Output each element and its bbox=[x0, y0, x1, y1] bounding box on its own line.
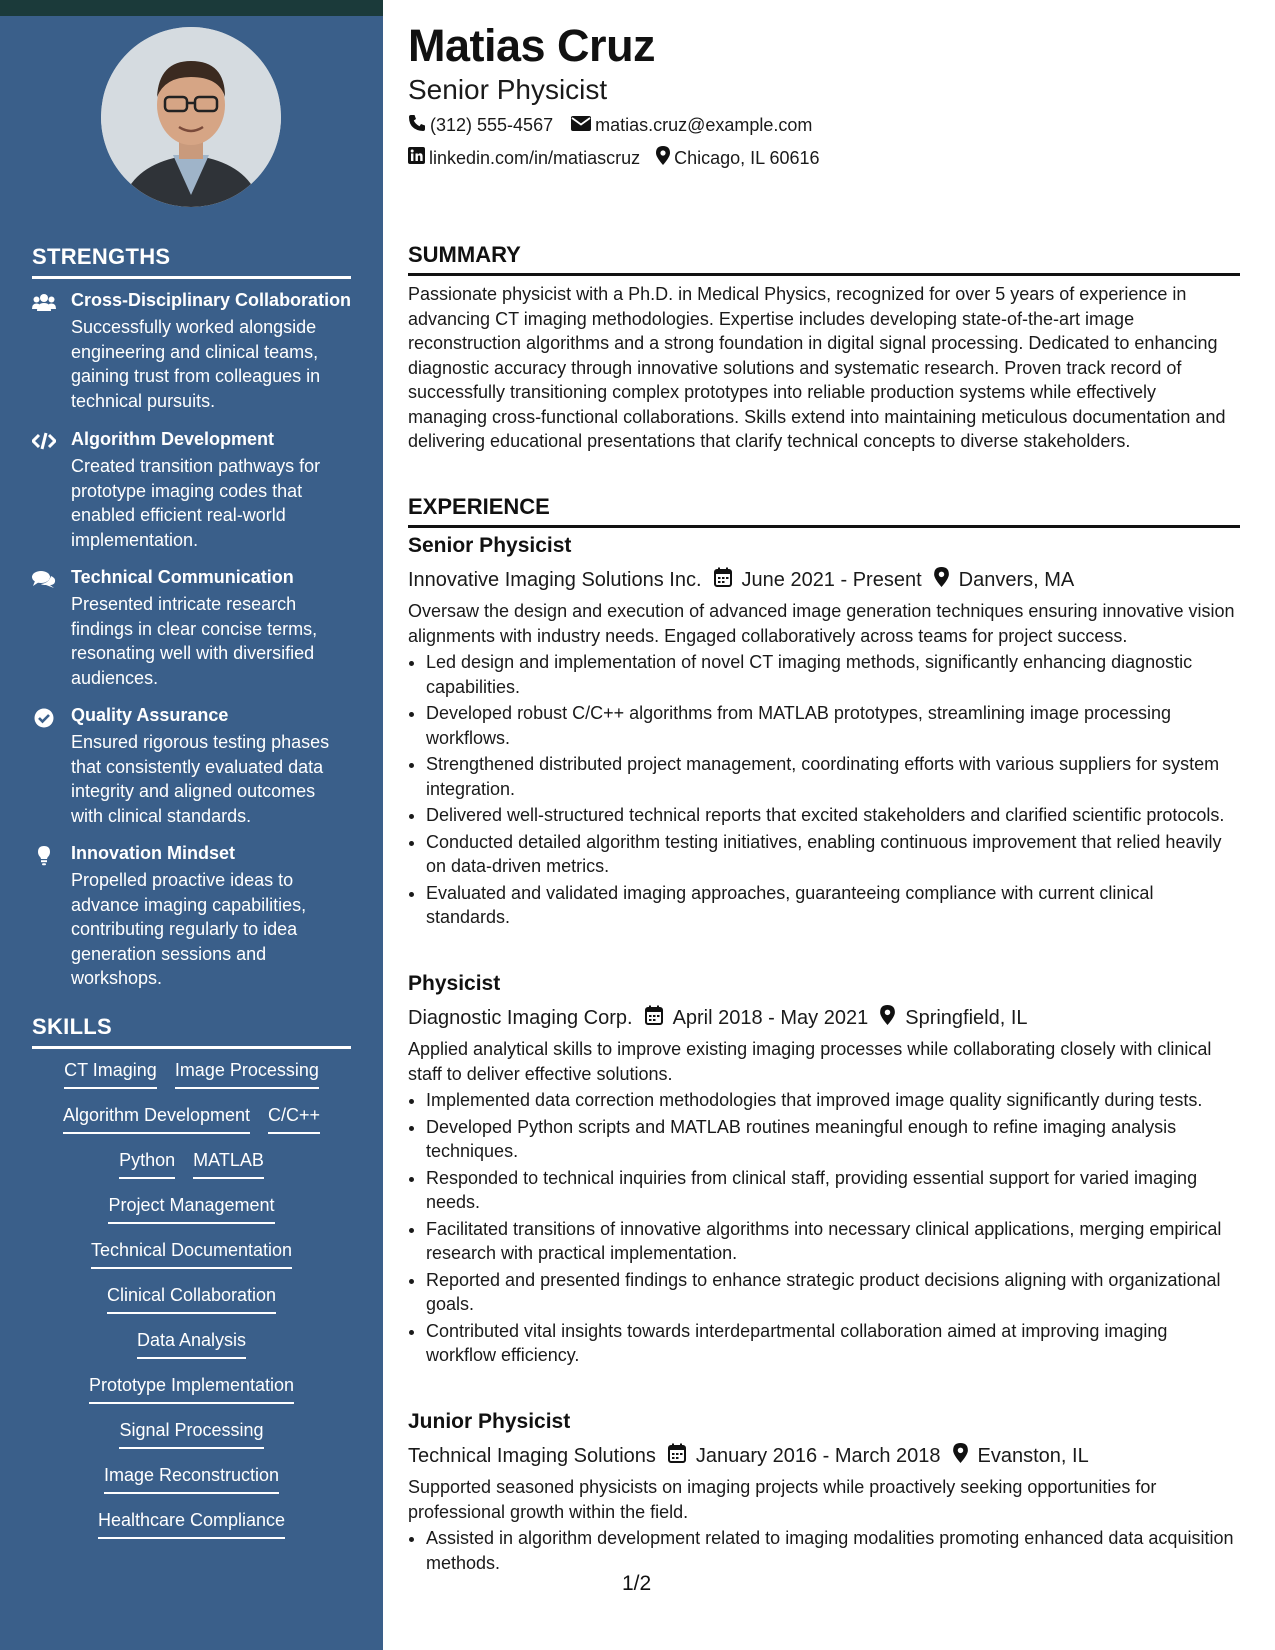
company-name: Innovative Imaging Solutions Inc. bbox=[408, 568, 702, 591]
check-circle-icon bbox=[32, 708, 56, 728]
job-description: Oversaw the design and execution of advanced image generation techniques ensuring innovative vision alignments with industry needs. Engaged collaboratively across teams for project success. bbox=[408, 601, 1235, 646]
skill-tag: Prototype Implementation bbox=[89, 1375, 294, 1404]
phone-icon bbox=[408, 114, 430, 137]
bullet-item: • Led design and implementation of novel CT imaging methods, significantly enhancing diagnostic capabilities. bbox=[426, 650, 1240, 699]
bullet-item: • Contributed vital insights towards interdepartmental collaboration aimed at improving imaging workflow efficiency. bbox=[426, 1319, 1240, 1368]
strength-title: Innovation Mindset bbox=[71, 843, 235, 863]
strength-item bbox=[32, 705, 352, 825]
skill-tag: Algorithm Development bbox=[63, 1105, 250, 1134]
candidate-title: Senior Physicist bbox=[408, 74, 608, 105]
bullet-item: • Facilitated transitions of innovative algorithms into necessary clinical applications, merging empirical research with practical implementation. bbox=[426, 1217, 1240, 1266]
summary-heading: SUMMARY bbox=[408, 242, 1240, 276]
users-icon bbox=[32, 293, 56, 313]
strength-description: Propelled proactive ideas to advance imaging capabilities, contributing regularly to idea generation sessions and workshops. bbox=[71, 870, 307, 988]
job-location: Danvers, MA bbox=[958, 568, 1075, 591]
experience-entry bbox=[408, 534, 1240, 932]
strength-description: Created transition pathways for prototype imaging codes that enabled efficient real-world implementation. bbox=[71, 456, 321, 550]
profile-photo bbox=[101, 27, 281, 207]
skill-tag: Image Reconstruction bbox=[104, 1465, 279, 1494]
summary-text: Passionate physicist with a Ph.D. in Medical Physics, recognized for over 5 years of experience in advancing CT imaging methodologies. Expertise includes developing state-of-the-art image reconstruction algorithms and a strong foundation in digital signal processing. Dedicated to enhancing diagnostic accuracy through innovative solutions and systematic research. Proven track record of successfully transitioning complex prototypes into reliable production systems while effectively managing cross-functional collaborations. Skills extend into maintaining meticulous documentation and delivering educational presentations that clarify technical concepts to diverse stakeholders. bbox=[408, 284, 1226, 451]
skills-list bbox=[32, 1060, 351, 1555]
experience-entry bbox=[408, 1410, 1240, 1577]
strength-item bbox=[32, 429, 352, 550]
bullet-item: • Strengthened distributed project management, coordinating efforts with various suppliers for system integration. bbox=[426, 752, 1240, 801]
skill-tag: Technical Documentation bbox=[91, 1240, 292, 1269]
candidate-location: Chicago, IL 60616 bbox=[674, 147, 820, 168]
location-icon bbox=[953, 1443, 968, 1469]
skills-heading: SKILLS bbox=[32, 1014, 351, 1049]
bullet-item: • Implemented data correction methodologies that improved image quality significantly during tests. bbox=[426, 1088, 1240, 1113]
candidate-name: Matias Cruz bbox=[408, 20, 656, 71]
strength-item bbox=[32, 843, 352, 988]
bullet-item: • Assisted in algorithm development related to imaging modalities promoting enhanced data acquisition methods. bbox=[426, 1526, 1240, 1575]
job-bullets bbox=[408, 1088, 1240, 1368]
strength-title: Cross-Disciplinary Collaboration bbox=[71, 290, 352, 310]
skill-tag: CT Imaging bbox=[64, 1060, 157, 1089]
skill-tag: Python bbox=[119, 1150, 175, 1179]
job-description: Supported seasoned physicists on imaging projects while proactively seeking opportunities for professional growth within the field. bbox=[408, 1477, 1157, 1522]
strength-title: Technical Communication bbox=[71, 567, 294, 587]
job-dates: June 2021 - Present bbox=[741, 568, 922, 591]
experience-entry bbox=[408, 972, 1240, 1370]
bullet-item: • Developed robust C/C++ algorithms from MATLAB prototypes, streamlining image processing workflows. bbox=[426, 701, 1240, 750]
strength-description: Presented intricate research findings in clear concise terms, resonating well with diversified audiences. bbox=[71, 594, 318, 688]
skill-tag: Data Analysis bbox=[137, 1330, 246, 1359]
location-icon bbox=[656, 146, 674, 170]
sidebar bbox=[0, 0, 383, 1650]
contact-row bbox=[408, 114, 812, 137]
bullet-item: • Responded to technical inquiries from clinical staff, providing essential support for varied imaging needs. bbox=[426, 1166, 1240, 1215]
linkedin-url[interactable]: linkedin.com/in/matiascruz bbox=[429, 147, 641, 168]
avatar bbox=[101, 27, 281, 207]
company-name: Diagnostic Imaging Corp. bbox=[408, 1006, 633, 1029]
job-description: Applied analytical skills to improve existing imaging processes while collaborating closely with clinical staff to deliver effective solutions. bbox=[408, 1039, 1212, 1084]
job-dates: January 2016 - March 2018 bbox=[695, 1444, 941, 1467]
experience-heading: EXPERIENCE bbox=[408, 494, 1240, 528]
skill-tag: Project Management bbox=[108, 1195, 274, 1224]
job-role: Senior Physicist bbox=[408, 534, 572, 557]
calendar-icon bbox=[645, 1005, 663, 1031]
email-icon bbox=[571, 115, 595, 136]
bullet-item: • Evaluated and validated imaging approaches, guaranteeing compliance with current clinical standards. bbox=[426, 881, 1240, 930]
lightbulb-icon bbox=[32, 846, 56, 866]
skill-tag: Healthcare Compliance bbox=[98, 1510, 285, 1539]
job-role: Junior Physicist bbox=[408, 1410, 571, 1433]
comments-icon bbox=[32, 570, 56, 590]
location-icon bbox=[934, 567, 949, 593]
skill-tag: Clinical Collaboration bbox=[107, 1285, 276, 1314]
bullet-item: • Delivered well-structured technical reports that excited stakeholders and clarified scientific protocols. bbox=[426, 803, 1240, 828]
strength-description: Ensured rigorous testing phases that consistently evaluated data integrity and aligned outcomes with clinical standards. bbox=[71, 732, 330, 826]
strength-item bbox=[32, 290, 352, 410]
skill-tag: C/C++ bbox=[268, 1105, 320, 1134]
job-meta bbox=[408, 1440, 1240, 1472]
skill-tag: MATLAB bbox=[193, 1150, 264, 1179]
company-name: Technical Imaging Solutions bbox=[408, 1444, 656, 1467]
bullet-item: • Developed Python scripts and MATLAB routines meaningful enough to refine imaging analysis techniques. bbox=[426, 1115, 1240, 1164]
skill-tag: Image Processing bbox=[175, 1060, 319, 1089]
job-location: Evanston, IL bbox=[977, 1444, 1089, 1467]
bullet-item: • Reported and presented findings to enhance strategic product decisions aligning with organizational goals. bbox=[426, 1268, 1240, 1317]
calendar-icon bbox=[714, 567, 732, 593]
contact-row bbox=[408, 146, 820, 170]
job-meta bbox=[408, 564, 1240, 596]
sidebar-top-bar bbox=[0, 0, 383, 16]
phone-number[interactable]: (312) 555-4567 bbox=[430, 115, 554, 135]
job-role: Physicist bbox=[408, 972, 501, 995]
job-location: Springfield, IL bbox=[905, 1006, 1028, 1029]
strength-description: Successfully worked alongside engineering and clinical teams, gaining trust from colleagues in technical pursuits. bbox=[71, 317, 321, 411]
strengths-heading: STRENGTHS bbox=[32, 244, 351, 279]
strength-item bbox=[32, 567, 352, 688]
strength-title: Quality Assurance bbox=[71, 705, 229, 725]
job-meta bbox=[408, 1002, 1240, 1034]
job-bullets bbox=[408, 1526, 1240, 1575]
email-address[interactable]: matias.cruz@example.com bbox=[595, 115, 813, 135]
linkedin-icon bbox=[408, 147, 429, 169]
job-bullets bbox=[408, 650, 1240, 930]
location-icon bbox=[880, 1005, 895, 1031]
page-number: 1/2 bbox=[622, 1572, 652, 1595]
calendar-icon bbox=[668, 1443, 686, 1469]
strength-title: Algorithm Development bbox=[71, 429, 275, 449]
code-icon bbox=[32, 432, 56, 452]
skill-tag: Signal Processing bbox=[119, 1420, 263, 1449]
bullet-item: • Conducted detailed algorithm testing initiatives, enabling continuous improvement that relied heavily on data-driven metrics. bbox=[426, 830, 1240, 879]
job-dates: April 2018 - May 2021 bbox=[672, 1006, 869, 1029]
